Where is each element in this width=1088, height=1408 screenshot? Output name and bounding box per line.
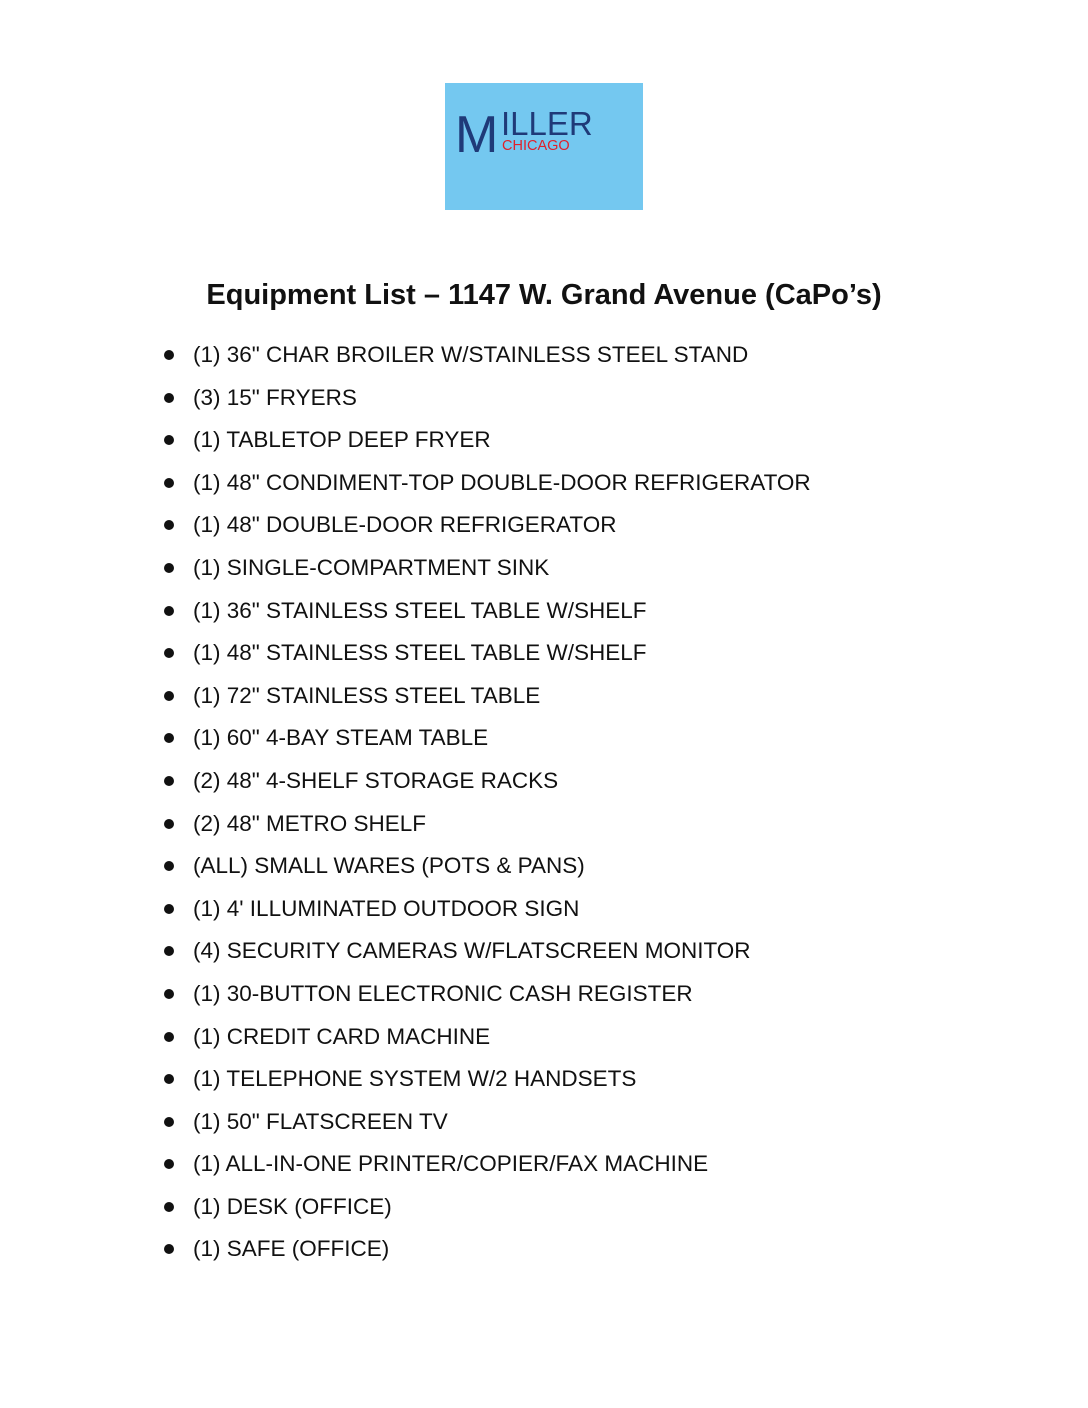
list-item (160, 462, 1040, 505)
bullet-icon (164, 904, 174, 914)
bullet-icon (164, 435, 174, 445)
bullet-icon (164, 1032, 174, 1042)
bullet-icon (164, 393, 174, 403)
list-item (160, 419, 1040, 462)
list-item-text: (1) 50" FLATSCREEN TV (193, 1108, 448, 1134)
list-item-text: (1) TELEPHONE SYSTEM W/2 HANDSETS (193, 1066, 637, 1092)
miller-chicago-logo-icon (445, 83, 643, 210)
list-item (160, 1016, 1040, 1059)
list-item (160, 888, 1040, 931)
bullet-icon (164, 648, 174, 658)
bullet-icon (164, 478, 174, 488)
list-item (160, 930, 1040, 973)
list-item (160, 1101, 1040, 1144)
list-item (160, 632, 1040, 675)
list-item (160, 590, 1040, 633)
list-item-text: (1) 4' ILLUMINATED OUTDOOR SIGN (193, 895, 580, 921)
list-item-text: (1) 36" STAINLESS STEEL TABLE W/SHELF (193, 597, 647, 623)
bullet-icon (164, 776, 174, 786)
list-item-text: (1) SINGLE-COMPARTMENT SINK (193, 554, 550, 580)
bullet-icon (164, 1074, 174, 1084)
page-title: Equipment List – 1147 W. Grand Avenue (CaPo’s) (206, 279, 882, 312)
list-item (160, 845, 1040, 888)
list-item (160, 377, 1040, 420)
list-item-text: (2) 48" 4-SHELF STORAGE RACKS (193, 767, 559, 793)
bullet-icon (164, 1159, 174, 1169)
bullet-icon (164, 691, 174, 701)
company-logo (445, 83, 643, 210)
bullet-icon (164, 1202, 174, 1212)
list-item (160, 504, 1040, 547)
list-item-text: (1) 60" 4-BAY STEAM TABLE (193, 725, 489, 751)
list-item-text: (4) SECURITY CAMERAS W/FLATSCREEN MONITOR (193, 938, 751, 964)
list-item (160, 547, 1040, 590)
list-item (160, 675, 1040, 718)
list-item-text: (1) 48" STAINLESS STEEL TABLE W/SHELF (193, 640, 647, 666)
list-item-text: (1) 48" CONDIMENT-TOP DOUBLE-DOOR REFRIGERATOR (193, 469, 811, 495)
list-item (160, 803, 1040, 846)
list-item (160, 1143, 1040, 1186)
list-item-text: (1) 48" DOUBLE-DOOR REFRIGERATOR (193, 512, 617, 538)
bullet-icon (164, 946, 174, 956)
bullet-icon (164, 819, 174, 829)
bullet-icon (164, 520, 174, 530)
bullet-icon (164, 861, 174, 871)
bullet-icon (164, 733, 174, 743)
list-item (160, 717, 1040, 760)
bullet-icon (164, 350, 174, 360)
list-item (160, 334, 1040, 377)
list-item-text: (1) TABLETOP DEEP FRYER (193, 427, 491, 453)
list-item-text: (1) ALL-IN-ONE PRINTER/COPIER/FAX MACHINE (193, 1151, 709, 1177)
bullet-icon (164, 1244, 174, 1254)
equipment-list (160, 334, 1040, 1271)
list-item-text: (2) 48" METRO SHELF (193, 810, 427, 836)
list-item (160, 760, 1040, 803)
list-item (160, 1228, 1040, 1271)
list-item (160, 1058, 1040, 1101)
list-item-text: (1) 36" CHAR BROILER W/STAINLESS STEEL STAND (193, 342, 749, 367)
logo-sub-word: CHICAGO (502, 138, 570, 154)
list-item-text: (ALL) SMALL WARES (POTS & PANS) (193, 853, 585, 879)
bullet-icon (164, 1117, 174, 1127)
bullet-icon (164, 989, 174, 999)
list-item-text: (1) DESK (OFFICE) (193, 1193, 392, 1219)
list-item-text: (1) SAFE (OFFICE) (193, 1236, 390, 1262)
list-item-text: (1) 72" STAINLESS STEEL TABLE (193, 682, 541, 708)
list-item (160, 1186, 1040, 1229)
list-item-text: (3) 15" FRYERS (193, 384, 357, 410)
logo-brand-rest: ILLER (501, 105, 593, 142)
bullet-icon (164, 606, 174, 616)
list-item-text: (1) CREDIT CARD MACHINE (193, 1023, 491, 1049)
list-item (160, 973, 1040, 1016)
logo-big-letter: M (455, 106, 499, 164)
list-item-text: (1) 30-BUTTON ELECTRONIC CASH REGISTER (193, 980, 693, 1006)
bullet-icon (164, 563, 174, 573)
